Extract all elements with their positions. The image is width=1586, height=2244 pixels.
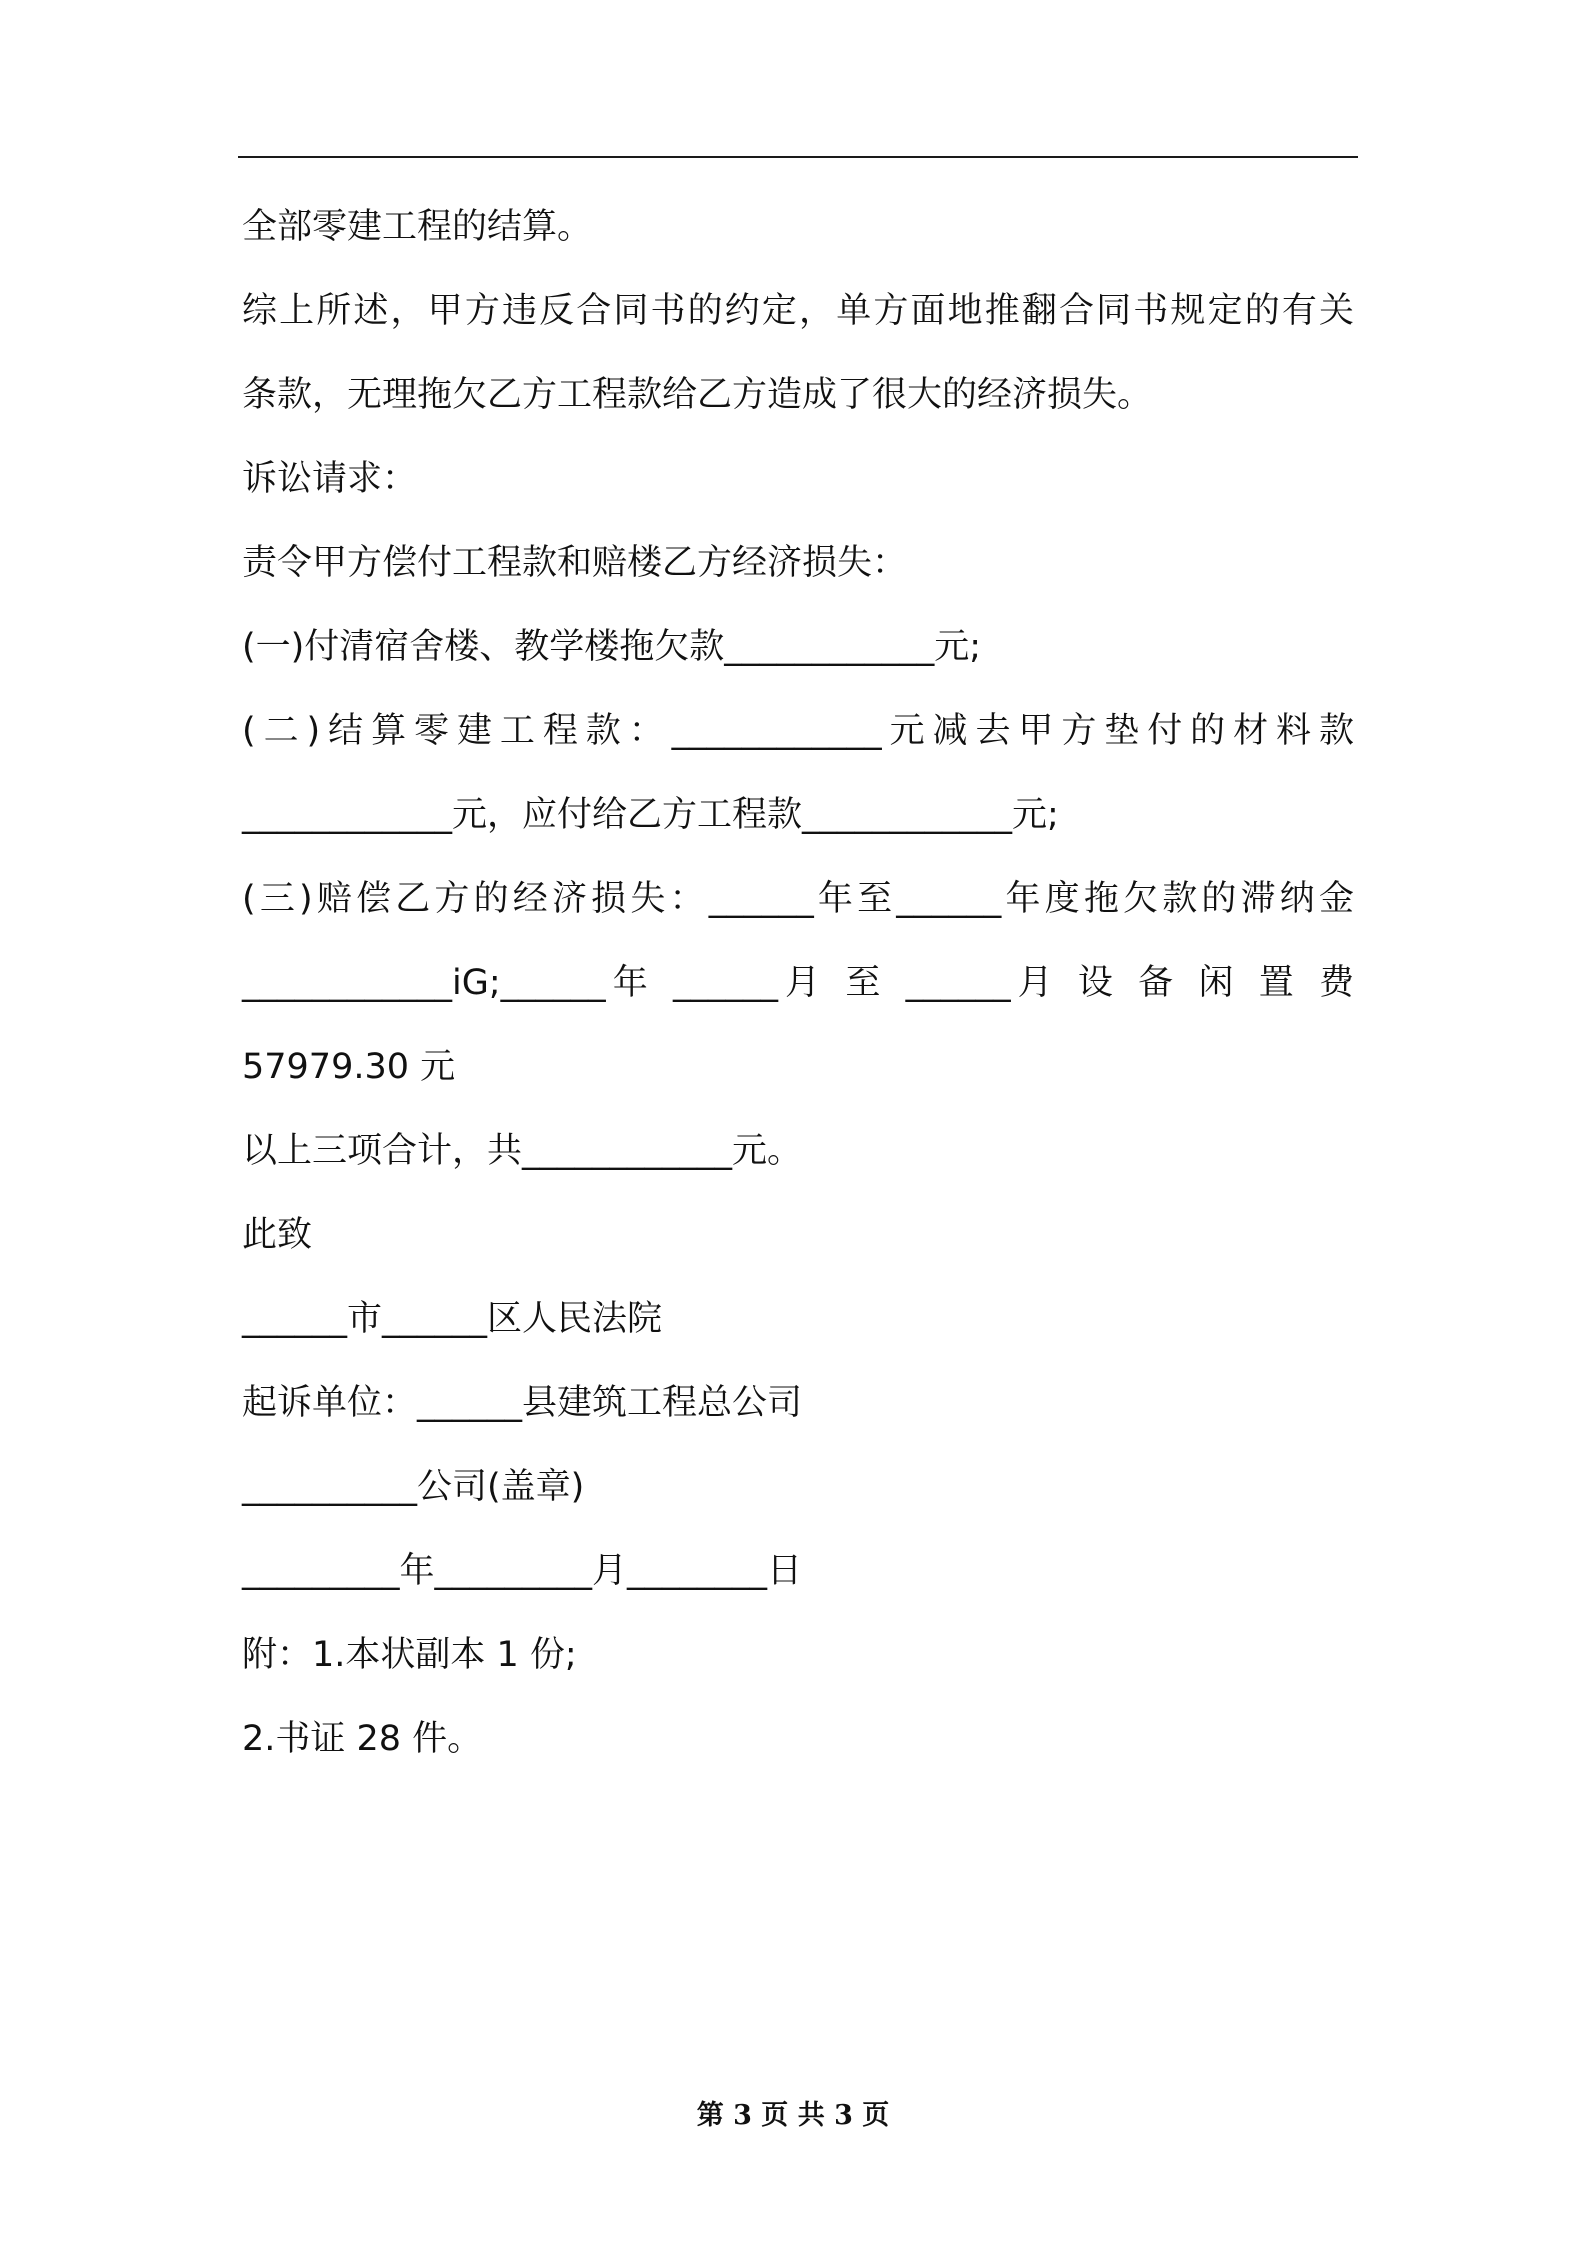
paragraph-line: 责令甲方偿付工程款和赔楼乙方经济损失： [242, 543, 908, 583]
paragraph-line: 综上所述，甲方违反合同书的约定，单方面地推翻合同书规定的有关 [242, 291, 1354, 331]
date-line: _________年_________月________日 [242, 1551, 803, 1591]
section-heading: 诉讼请求： [242, 459, 418, 499]
header-rule [238, 156, 1358, 158]
attachment-1: 附：1.本状副本 1 份; [242, 1635, 577, 1675]
claim-item-2-cont: ____________元，应付给乙方工程款____________元; [242, 795, 1059, 835]
paragraph-line: 条款，无理拖欠乙方工程款给乙方造成了很大的经济损失。 [242, 375, 1153, 415]
seal-line: __________公司(盖章) [242, 1467, 585, 1507]
court-addressee: ______市______区人民法院 [242, 1299, 663, 1339]
claim-item-3: (三)赔偿乙方的经济损失：______年至______年度拖欠款的滞纳金 [242, 879, 1354, 919]
claim-item-1: (一)付清宿舍楼、教学楼拖欠款____________元; [242, 627, 982, 667]
page-number: 第 3 页 共 3 页 [696, 2100, 890, 2131]
attachment-2: 2.书证 28 件。 [242, 1719, 483, 1759]
total-line: 以上三项合计，共____________元。 [242, 1131, 803, 1171]
claim-item-3-amount: 57979.30 元 [242, 1047, 456, 1087]
claim-item-3-cont: ____________iG;______年 ______月 至 ______月 设 备 闲 置 费 [242, 963, 1354, 1003]
paragraph-line: 全部零建工程的结算。 [242, 207, 593, 247]
salutation: 此致 [242, 1215, 313, 1255]
plaintiff-line: 起诉单位：______县建筑工程总公司 [242, 1383, 803, 1423]
claim-item-2: (二)结算零建工程款：____________元减去甲方垫付的材料款 [242, 711, 1354, 751]
